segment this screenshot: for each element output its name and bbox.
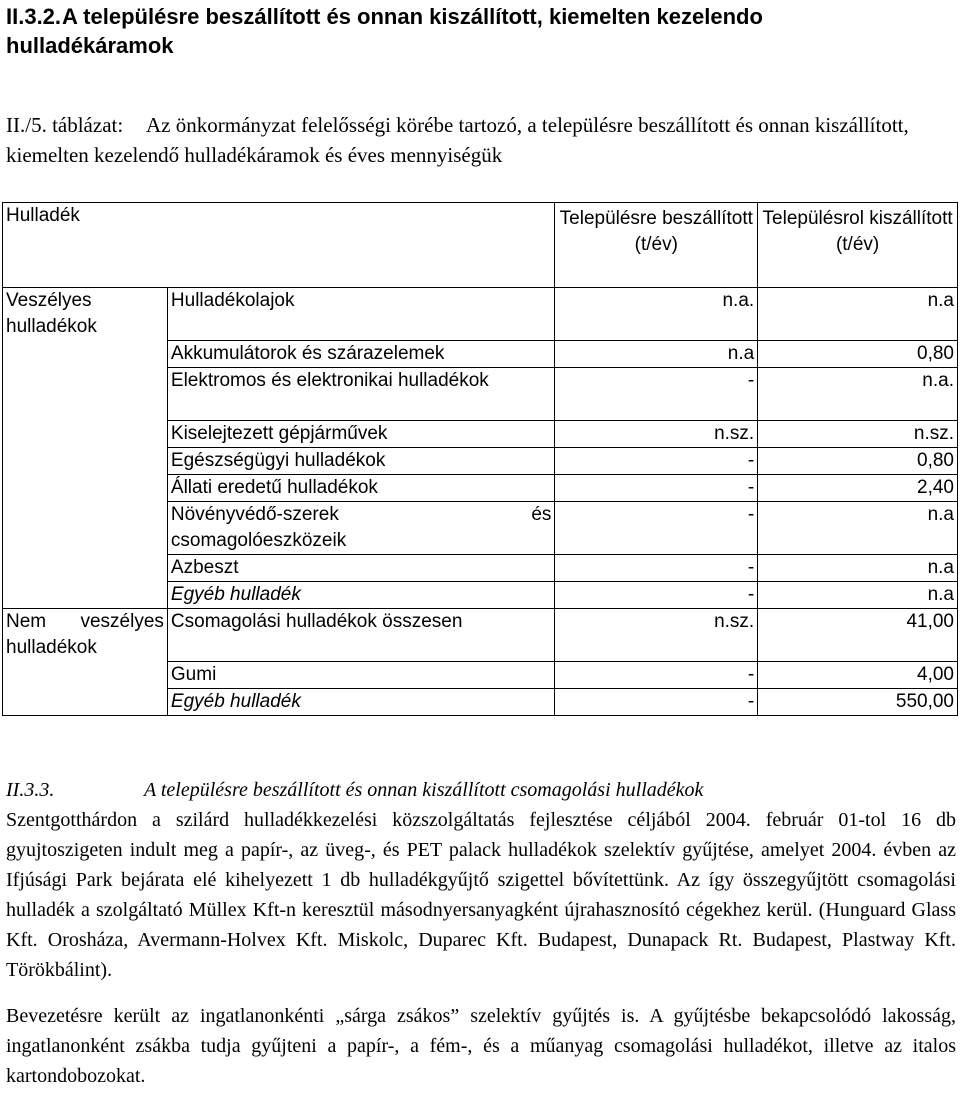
row-out: n.a: [758, 555, 958, 582]
row-name: Kiselejtezett gépjárművek: [167, 421, 555, 448]
row-out: n.a: [758, 288, 958, 341]
nonhaz-label-line: [6, 609, 164, 635]
caption-label: II./5. táblázat:: [6, 113, 124, 137]
paragraph-2: Bevezetésre került az ingatlanonkénti „sárga zsákos” szelektív gyűjtés is. A gyűjtésbe bekapcsolódó lakosság, ingatlanonként zsákba tudja gyűjteni a papír-, a fém-, és a műanyag csomagolási hulladékot, illetve az italos kartondobozokat.: [6, 1005, 956, 1087]
row-out: n.sz.: [758, 421, 958, 448]
row-name: Azbeszt: [167, 555, 555, 582]
row-out: n.a: [758, 582, 958, 609]
row-in: -: [555, 555, 758, 582]
row-out: 2,40: [758, 475, 958, 502]
row-name-line: [171, 502, 552, 528]
heading-text: A településre beszállított és onnan kiszállított, kiemelten kezelendo hulladékáramok: [6, 4, 763, 58]
nonhaz-label-part: hulladékok: [6, 637, 97, 658]
paragraph-1: Szentgotthárdon a szilárd hulladékkezelési közszolgáltatás fejlesztése céljából 2004. február 01-tol 16 db gyujtoszigeten indult meg a papír-, az üveg-, és PET palack hulladékok szelektív gyűjtése, amelyet 2004. évben az Ifjúsági Park bejárata elé kihelyezett 1 db hulladékgyűjtő szigettel bővítettünk. Az így összegyűjtött csomagolási hulladék a szolgáltató Müllex Kft-n keresztül másodnyersanyagként újrahasznosító cégekhez kerül. (Hunguard Glass Kft. Orosháza, Avermann-Holvex Kft. Miskolc, Duparec Kft. Budapest, Dunapack Rt. Budapest, Plastway Kft. Törökbálint).: [6, 809, 956, 981]
nonhaz-label-part: veszélyes: [80, 611, 164, 632]
row-out: n.a.: [758, 368, 958, 421]
row-in: n.a.: [555, 288, 758, 341]
row-name-part: csomagolóeszközeik: [170, 530, 347, 551]
row-in: -: [555, 448, 758, 475]
row-out: 0,80: [758, 341, 958, 368]
section-packaging: [6, 775, 956, 1091]
row-name-multiline: [167, 502, 555, 555]
row-name: Állati eredetű hulladékok: [167, 475, 555, 502]
hazardous-label: Veszélyes hulladékok: [3, 288, 168, 609]
row-name: Hulladékolajok: [167, 288, 555, 341]
row-out: 41,00: [758, 609, 958, 662]
row-out: 4,00: [758, 662, 958, 689]
table-row: [3, 288, 958, 341]
header-waste: Hulladék: [3, 203, 555, 288]
row-name: Akkumulátorok és szárazelemek: [167, 341, 555, 368]
section-heading: [6, 2, 906, 60]
section-title: [6, 775, 956, 805]
section-number: II.3.3.: [6, 779, 55, 801]
row-name: Elektromos és elektronikai hulladékok: [167, 368, 555, 421]
row-name: Egyéb hulladék: [167, 689, 555, 716]
row-name: Csomagolási hulladékok összesen: [167, 609, 555, 662]
row-name-part: Növényvédő-szerek: [170, 504, 339, 525]
row-in: -: [555, 689, 758, 716]
header-in: Településre beszállított (t/év): [555, 203, 758, 288]
row-name-part: és: [531, 504, 552, 525]
row-in: -: [555, 368, 758, 421]
section-title-text: A településre beszállított és onnan kiszállított csomagolási hulladékok: [144, 779, 704, 801]
nonhaz-label-part: Nem: [6, 611, 47, 632]
row-in: n.sz.: [555, 609, 758, 662]
row-out: 0,80: [758, 448, 958, 475]
row-name: Gumi: [167, 662, 555, 689]
row-in: -: [555, 582, 758, 609]
table-caption: [6, 110, 956, 170]
heading-number: II.3.2.: [6, 4, 62, 29]
table-header-row: [3, 203, 958, 288]
caption-text: Az önkormányzat felelősségi körébe tartozó, a településre beszállított és onnan kiszállított, kiemelten kezelendő hulladékáramok és éves mennyiségük: [6, 113, 909, 167]
row-in: n.a: [555, 341, 758, 368]
waste-table: [2, 202, 958, 716]
row-out: 550,00: [758, 689, 958, 716]
row-out: n.a: [758, 502, 958, 555]
header-out: Településrol kiszállított (t/év): [758, 203, 958, 288]
row-in: -: [555, 662, 758, 689]
row-in: n.sz.: [555, 421, 758, 448]
nonhazardous-label: [3, 609, 168, 716]
row-in: -: [555, 502, 758, 555]
row-name: Egyéb hulladék: [167, 582, 555, 609]
row-in: -: [555, 475, 758, 502]
row-name: Egészségügyi hulladékok: [167, 448, 555, 475]
table-row: [3, 609, 958, 662]
